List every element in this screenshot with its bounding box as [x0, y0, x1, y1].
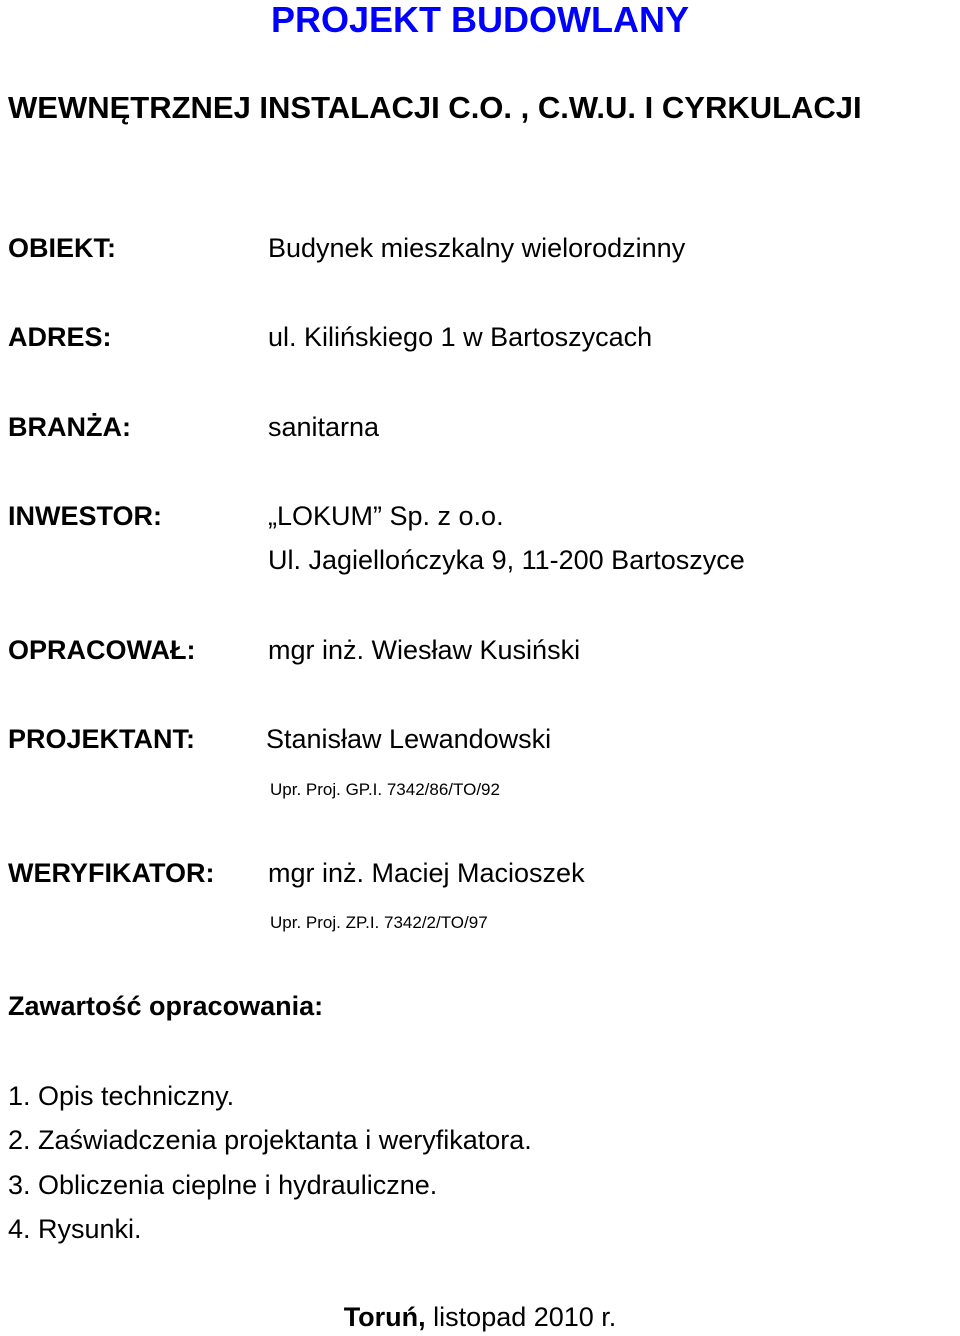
weryfikator-license: Upr. Proj. ZP.I. 7342/2/TO/97: [270, 913, 488, 932]
contents-item: 3. Obliczenia cieplne i hydrauliczne.: [8, 1170, 438, 1200]
projektant-value: Stanisław Lewandowski: [266, 724, 552, 754]
obiekt-label: OBIEKT:: [8, 233, 116, 263]
adres-label: ADRES:: [8, 322, 112, 352]
contents-heading: Zawartość opracowania:: [8, 991, 324, 1021]
weryfikator-label: WERYFIKATOR:: [8, 858, 215, 888]
contents-item: 4. Rysunki.: [8, 1214, 142, 1244]
inwestor-label: INWESTOR:: [8, 501, 162, 531]
page-title: PROJEKT BUDOWLANY: [270, 0, 689, 40]
branza-label: BRANŻA:: [8, 412, 131, 442]
page-subtitle: WEWNĘTRZNEJ INSTALACJI C.O. , C.W.U. I CYRKULACJI: [8, 90, 862, 125]
contents-item: 2. Zaświadczenia projektanta i weryfikatora.: [8, 1125, 532, 1155]
opracowal-label: OPRACOWAŁ:: [8, 635, 196, 665]
inwestor-value-line2: Ul. Jagiellończyka 9, 11-200 Bartoszyce: [268, 545, 745, 575]
footer-city: Toruń,: [343, 1302, 426, 1332]
projektant-label: PROJEKTANT:: [8, 724, 196, 754]
obiekt-value: Budynek mieszkalny wielorodzinny: [268, 233, 686, 263]
weryfikator-value: mgr inż. Maciej Macioszek: [268, 858, 585, 888]
opracowal-value: mgr inż. Wiesław Kusiński: [268, 635, 581, 665]
branza-value: sanitarna: [268, 412, 380, 442]
projektant-license: Upr. Proj. GP.I. 7342/86/TO/92: [270, 780, 500, 799]
footer-date: listopad 2010 r.: [425, 1302, 617, 1332]
contents-item: 1. Opis techniczny.: [8, 1081, 235, 1111]
adres-value: ul. Kilińskiego 1 w Bartoszycach: [268, 322, 653, 352]
inwestor-value-line1: „LOKUM” Sp. z o.o.: [268, 501, 504, 531]
place-and-date: [0, 1300, 960, 1334]
